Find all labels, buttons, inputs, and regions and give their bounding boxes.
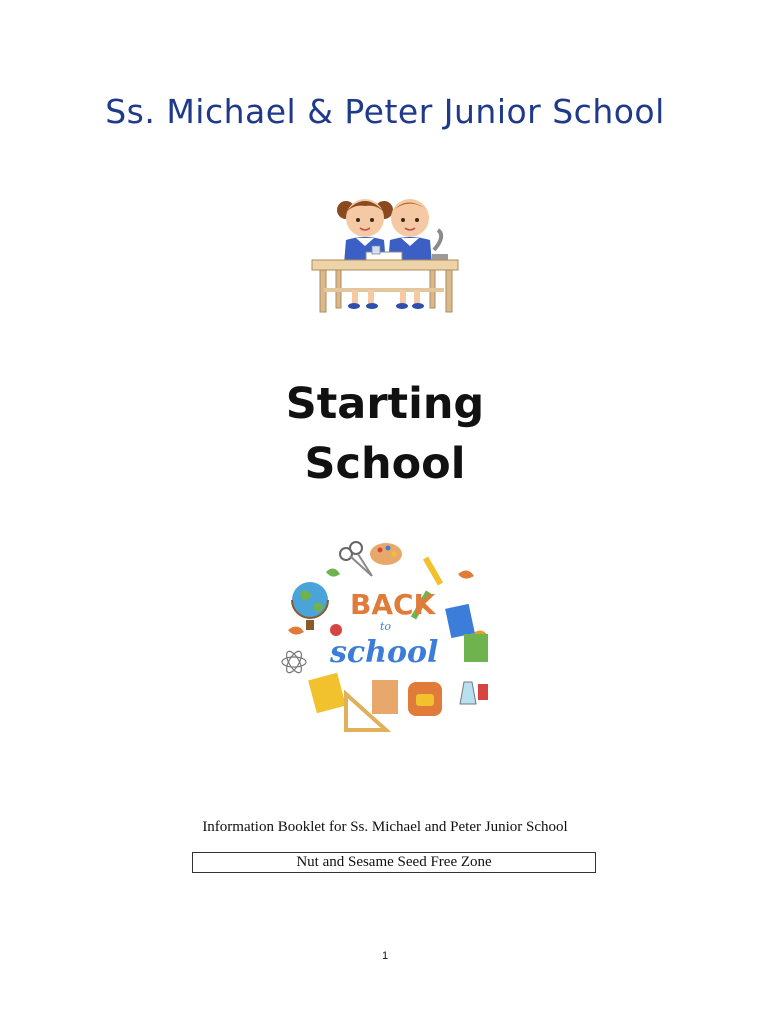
- back-to-school-graphic: [268, 534, 502, 742]
- school-text: school: [330, 635, 439, 670]
- scissors-icon: [340, 542, 372, 576]
- booklet-subtitle: Information Booklet for Ss. Michael and Peter Junior School: [202, 819, 568, 835]
- paint-palette-icon: [370, 543, 402, 565]
- title-line-school: School: [304, 439, 466, 489]
- kids-at-desk-illustration: [306, 190, 464, 316]
- page-number: 1: [381, 950, 389, 962]
- to-text: to: [380, 620, 392, 633]
- nut-free-notice-box: Nut and Sesame Seed Free Zone: [192, 852, 596, 873]
- school-name-heading: Ss. Michael & Peter Junior School: [105, 92, 665, 131]
- back-text: BACK: [350, 588, 436, 621]
- backpack-icon: [408, 682, 442, 716]
- atom-icon: [282, 649, 306, 675]
- globe-icon: [292, 582, 328, 630]
- title-line-starting: Starting: [285, 379, 485, 429]
- booklet-title: [0, 374, 770, 494]
